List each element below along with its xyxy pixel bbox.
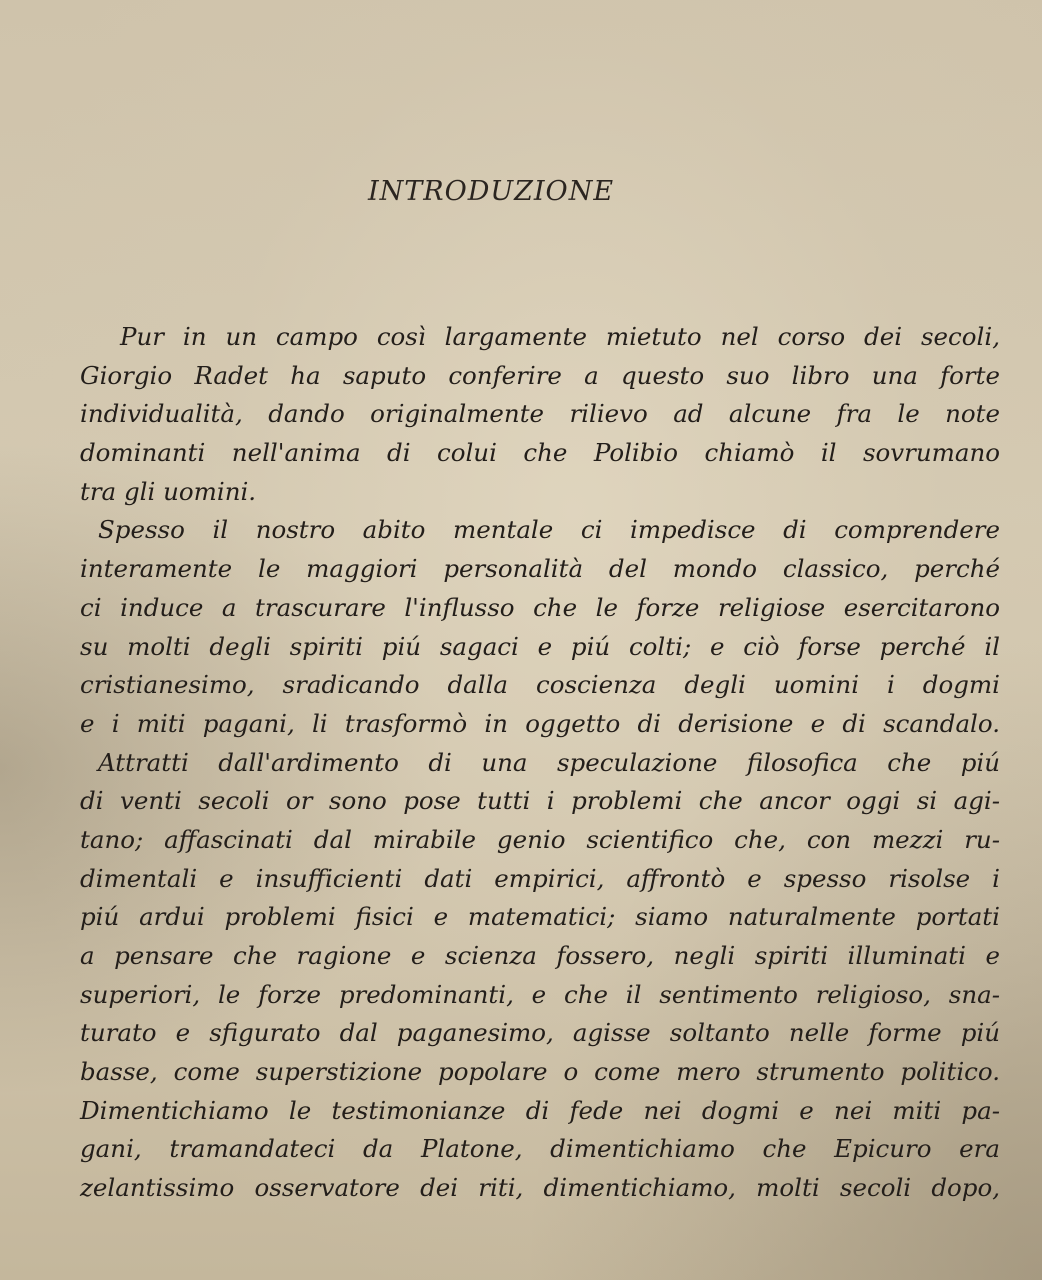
text-line: Dimentichiamo le testimonianze di fede nei dogmi e nei miti pa- xyxy=(80,1095,1000,1125)
text-line: Attratti dall'ardimento di una speculazione filosofica che piú xyxy=(98,747,1000,777)
text-line: tano; affascinati dal mirabile genio scientifico che, con mezzi ru- xyxy=(80,824,1000,854)
text-line: ci induce a trascurare l'influsso che le forze religiose esercitarono xyxy=(80,592,1000,622)
text-line: cristianesimo, sradicando dalla coscienza degli uomini i dogmi xyxy=(80,670,1000,700)
text-line: superiori, le forze predominanti, e che il sentimento religioso, sna- xyxy=(80,979,1000,1009)
text-line: interamente le maggiori personalità del mondo classico, perché xyxy=(80,554,1000,584)
text-line: dimentali e insufficienti dati empirici, affrontò e spesso risolse i xyxy=(80,863,1000,893)
text-line: gani, tramandateci da Platone, dimentichiamo che Epicuro era xyxy=(80,1134,1000,1164)
text-line: su molti degli spiriti piú sagaci e piú colti; e ciò forse perché il xyxy=(80,631,1000,661)
text-line: basse, come superstizione popolare o come mero strumento politico. xyxy=(80,1057,1000,1087)
text-line: dominanti nell'anima di colui che Polibio chiamò il sovrumano xyxy=(80,438,1000,468)
text-line: individualità, dando originalmente rilievo ad alcune fra le note xyxy=(80,399,1000,429)
text-line: piú ardui problemi fisici e matematici; siamo naturalmente portati xyxy=(80,902,1000,932)
text-line: Spesso il nostro abito mentale ci impedisce di comprendere xyxy=(98,515,1000,545)
text-line: turato e sfigurato dal paganesimo, agisse soltanto nelle forme piú xyxy=(80,1018,1000,1048)
text-line: di venti secoli or sono pose tutti i problemi che ancor oggi si agi- xyxy=(80,786,1000,816)
chapter-title: INTRODUZIONE xyxy=(367,176,615,207)
text-line: a pensare che ragione e scienza fossero, negli spiriti illuminati e xyxy=(80,941,1000,970)
body-text xyxy=(80,318,1000,1208)
text-line: tra gli uomini. xyxy=(80,476,257,506)
text-line: Pur in un campo così largamente mietuto nel corso dei secoli, xyxy=(120,322,1000,351)
text-line: Giorgio Radet ha saputo conferire a questo suo libro una forte xyxy=(80,360,1000,390)
text-line: e i miti pagani, li trasformò in oggetto di derisione e di scandalo. xyxy=(80,708,1000,738)
text-line: zelantissimo osservatore dei riti, dimentichiamo, molti secoli dopo, xyxy=(80,1173,1000,1203)
